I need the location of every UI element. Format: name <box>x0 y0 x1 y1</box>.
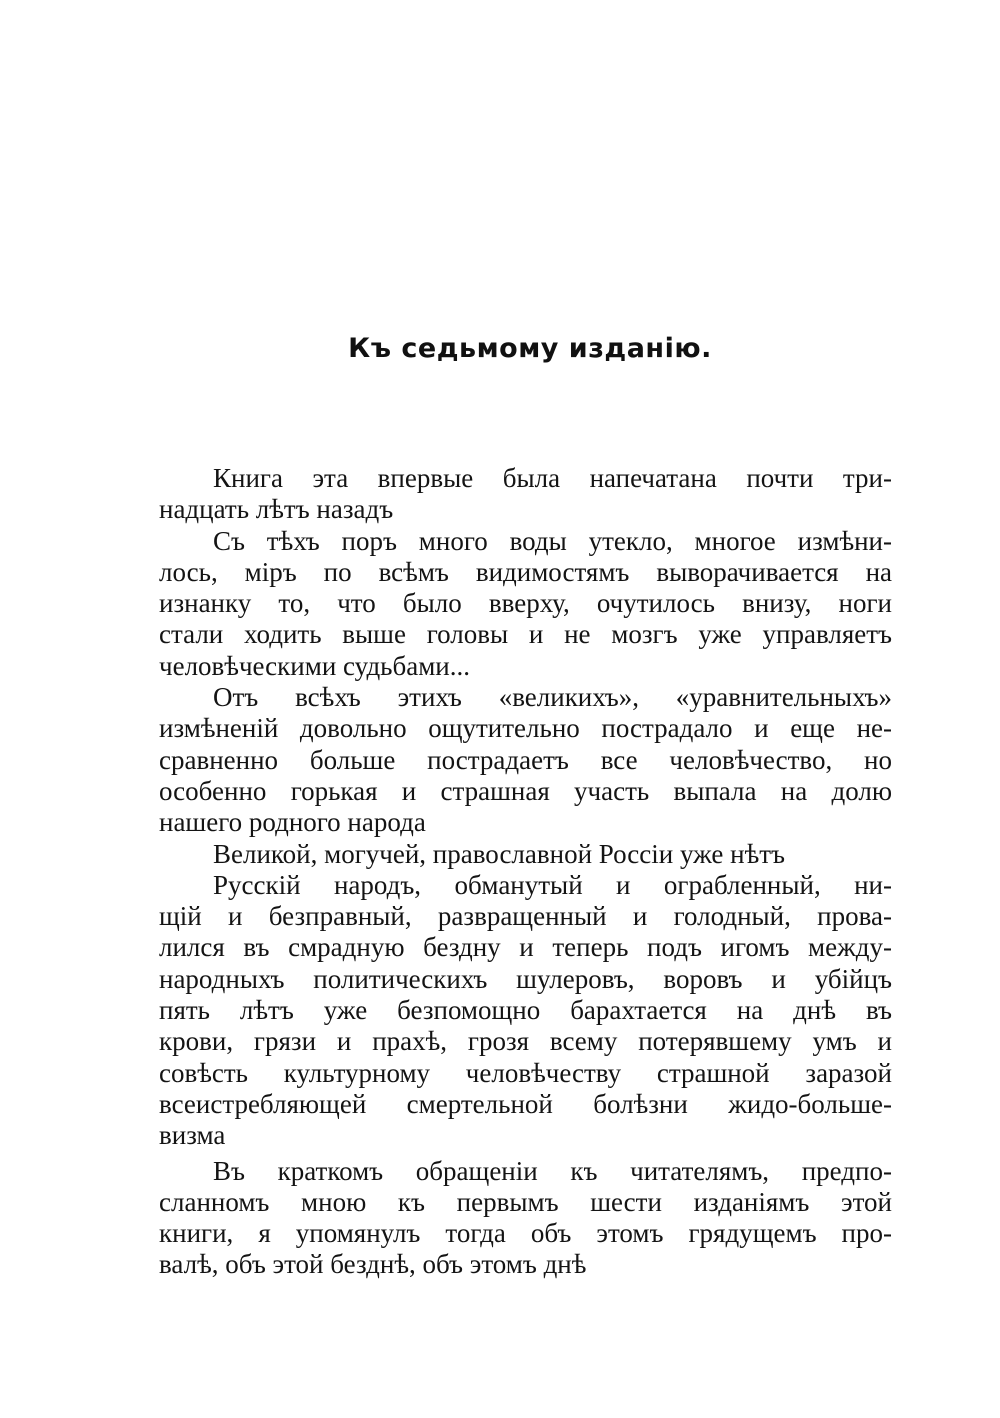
body-text <box>159 463 892 1281</box>
text-line: визма <box>159 1120 226 1151</box>
text-line: Съ тѣхъ поръ много воды утекло, многое измѣни- <box>213 525 892 556</box>
text-line: Книга эта впервые была напечатана почти три- <box>213 463 892 493</box>
text-line: нашего родного народа <box>159 807 426 838</box>
text-line: лось, міръ по всѣмъ видимостямъ выворачивается на <box>159 556 892 587</box>
text-line: щій и безправный, развращенный и голодный, прова- <box>159 901 892 932</box>
text-line: Въ краткомъ обращеніи къ читателямъ, предпо- <box>213 1155 892 1186</box>
text-line: книги, я упомянулъ тогда объ этомъ грядущемъ про- <box>159 1218 892 1249</box>
text-line: совѣсть культурному человѣчеству страшной заразой <box>159 1057 892 1088</box>
text-line: народныхъ политическихъ шулеровъ, воровъ и убійцъ <box>159 963 892 994</box>
text-line: Великой, могучей, православной Россіи уже нѣтъ <box>213 838 786 869</box>
page-heading: Къ седьмому изданію. <box>348 333 712 364</box>
text-line: измѣненій довольно ощутительно пострадало и еще не- <box>159 713 892 744</box>
text-line: всеистребляющей смертельной болѣзни жидо-большe- <box>159 1088 892 1119</box>
text-line: сланномъ мною къ первымъ шести изданіямъ этой <box>159 1186 892 1217</box>
text-line: валѣ, объ этой безднѣ, объ этомъ днѣ <box>159 1249 587 1280</box>
text-line: стали ходить выше головы и не мозгъ уже управляетъ <box>159 619 892 650</box>
text-line: надцать лѣтъ назадъ <box>159 494 394 525</box>
text-line: человѣческими судьбами... <box>159 650 471 681</box>
text-line: пять лѣтъ уже безпомощно барахтается на днѣ въ <box>159 995 892 1026</box>
text-line: сравненно больше пострадаетъ все человѣчество, но <box>159 744 892 775</box>
text-line: крови, грязи и прахѣ, грозя всему потерявшему умъ и <box>159 1026 892 1057</box>
text-line: изнанку то, что было вверху, очутилось внизу, ноги <box>159 588 892 619</box>
text-line: Отъ всѣхъ этихъ «великихъ», «уравнительныхъ» <box>213 682 892 713</box>
text-line: лился въ смрадную бездну и теперь подъ игомъ между- <box>159 932 892 963</box>
text-line: особенно горькая и страшная участь выпала на долю <box>159 775 892 806</box>
text-line: Русскій народъ, обманутый и ограбленный, ни- <box>213 869 892 900</box>
